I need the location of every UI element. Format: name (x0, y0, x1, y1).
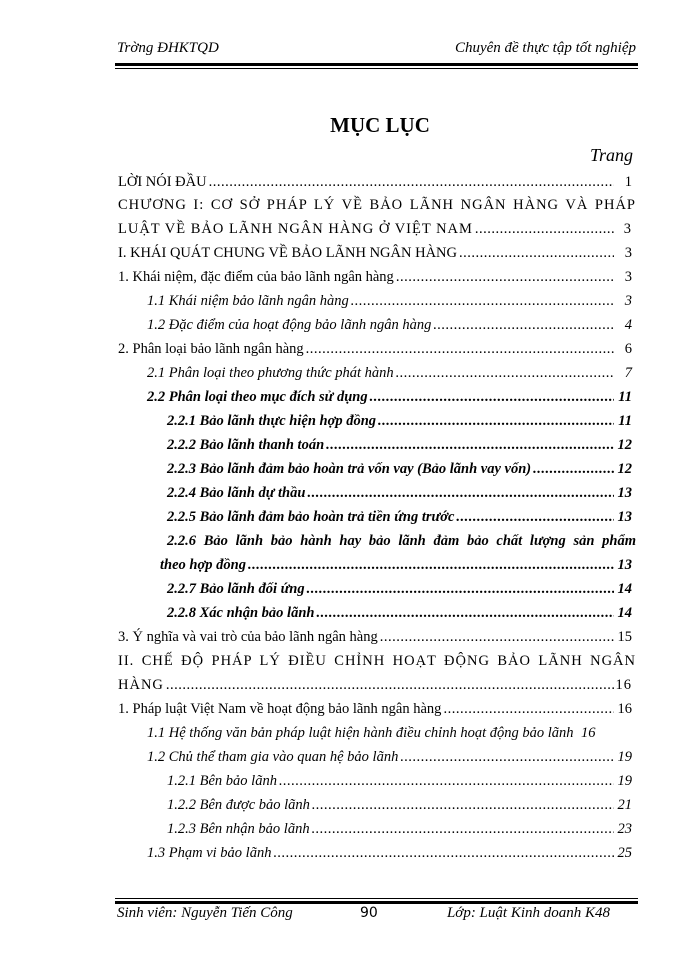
toc-entry-title: 2.2.4 Bảo lãnh dự thầu (167, 485, 306, 501)
toc-entry[interactable] (167, 581, 636, 605)
toc-entry-page: 23 (617, 821, 632, 837)
footer-class: Lớp: Luật Kinh doanh K48 (446, 905, 610, 921)
toc-entry-title: 2.2.8 Xác nhận bảo lãnh (167, 605, 315, 621)
toc-leader-dots (531, 461, 614, 478)
toc-leader-dots (349, 293, 614, 310)
toc-entry-page: 6 (624, 341, 632, 357)
toc-leader-dots (378, 629, 614, 646)
toc-leader-dots (457, 245, 614, 262)
toc-leader-dots (277, 773, 614, 790)
toc-entry-page: 19 (617, 773, 632, 789)
toc-leader-dots (431, 317, 614, 334)
toc-leader-dots (246, 557, 614, 574)
toc-entry[interactable] (167, 605, 636, 629)
toc-entry-title: 1.2 Đặc điểm của hoạt động bảo lãnh ngân hàng (147, 317, 432, 333)
toc-entry[interactable] (147, 725, 636, 749)
toc-entry-page: 16 (615, 677, 632, 693)
toc-entry-title: 1.2.2 Bên được bảo lãnh (167, 797, 310, 813)
toc-entry-title-line1: 2.2.6 Bảo lãnh bảo hành hay bảo lãnh đảm bảo chất lượng sản phẩm (167, 533, 636, 549)
toc-entry-page: 3 (624, 293, 632, 309)
toc-entry-title: 1.2 Chủ thể tham gia vào quan hệ bảo lãnh (147, 749, 399, 765)
toc-entry-page: 3 (624, 245, 632, 261)
toc-entry[interactable] (147, 749, 636, 773)
toc-entry-title: 2.2.5 Bảo lãnh đảm bảo hoàn trả tiền ứng trước (167, 509, 455, 525)
toc-entry[interactable] (167, 413, 636, 437)
toc-entry[interactable] (167, 797, 636, 821)
toc-entry[interactable] (147, 845, 636, 869)
toc-entry[interactable] (118, 701, 636, 725)
header-doc-type: Chuyên đề thực tập tốt nghiệp (454, 40, 636, 56)
toc-entry-page: 13 (617, 509, 632, 525)
toc-entry-title: 1.1 Khái niệm bảo lãnh ngân hàng (147, 293, 349, 309)
toc-entry-title: theo hợp đồng (160, 557, 246, 573)
toc-entry-page: 16 (617, 701, 632, 717)
toc-leader-dots (207, 174, 614, 191)
toc-entry-title: 2.1 Phân loại theo phương thức phát hành (147, 365, 394, 381)
toc-leader-dots (271, 845, 614, 862)
toc-entry[interactable] (118, 269, 636, 293)
toc-leader-dots (441, 701, 614, 718)
toc-entry-page: 11 (618, 389, 632, 405)
toc-entry[interactable] (118, 221, 636, 245)
toc-entry-title: 2.2.7 Bảo lãnh đối ứng (167, 581, 305, 597)
toc-leader-dots (310, 797, 614, 814)
toc-entry-title: 3. Ý nghĩa và vai trò của bảo lãnh ngân hàng (118, 629, 378, 645)
toc-leader-dots (398, 749, 614, 766)
toc-entry[interactable] (167, 509, 636, 533)
toc-entry-page: 1 (624, 174, 632, 190)
footer-student: Sinh viên: Nguyễn Tiến Công (117, 905, 293, 921)
toc-leader-dots (394, 269, 614, 286)
toc-entry[interactable] (118, 341, 636, 365)
header-rule (115, 63, 638, 66)
toc-entry[interactable] (147, 365, 636, 389)
toc-entry-page: 12 (617, 437, 632, 453)
toc-leader-dots (305, 485, 614, 502)
toc-entry-title: LỜI NÓI ĐẦU (118, 174, 207, 190)
toc-entry-page: 14 (617, 605, 632, 621)
toc-entry-title: 1.3 Phạm vi bảo lãnh (147, 845, 272, 861)
toc-entry-page: 14 (617, 581, 632, 597)
toc-entry-title: LUẬT VỀ BẢO LÃNH NGÂN HÀNG Ở VIỆT NAM (118, 221, 473, 237)
toc-entry-page: 16 (581, 725, 596, 741)
toc-entry-title: 2.2.3 Bảo lãnh đảm bảo hoàn trả vốn vay (Bảo lãnh vay vốn) (167, 461, 532, 477)
toc-entry-title: 2.2 Phân loại theo mục đích sử dụng (147, 389, 368, 405)
toc-entry-title: I. KHÁI QUÁT CHUNG VỀ BẢO LÃNH NGÂN HÀNG (118, 245, 457, 261)
toc-entry-title-line1: CHƯƠNG I: CƠ SỞ PHÁP LÝ VỀ BẢO LÃNH NGÂN HÀNG VÀ PHÁP (118, 197, 636, 213)
toc-leader-dots (454, 509, 614, 526)
page-column-label: Trang (589, 145, 633, 165)
toc-entry[interactable] (167, 485, 636, 509)
toc-leader-dots (473, 221, 614, 238)
toc-entry[interactable] (167, 821, 636, 845)
toc-leader-dots (314, 605, 614, 622)
page-title: MỤC LỤC (330, 113, 430, 137)
toc-entry[interactable] (147, 317, 636, 341)
footer-rule-thin (115, 898, 638, 899)
toc-entry[interactable] (167, 461, 636, 485)
footer-rule (115, 901, 638, 904)
toc-leader-dots (164, 677, 614, 694)
toc-entry[interactable] (118, 174, 636, 198)
toc-entry-page: 3 (624, 269, 632, 285)
toc-leader-dots (394, 365, 614, 382)
toc-entry[interactable] (167, 437, 636, 461)
toc-entry-title: HÀNG (118, 677, 164, 693)
toc-entry[interactable] (118, 245, 636, 269)
toc-entry-page: 21 (617, 797, 632, 813)
toc-entry-title: 1.1 Hệ thống văn bản pháp luật hiện hành điều chỉnh hoạt động bảo lãnh (147, 725, 574, 741)
toc-leader-dots (310, 821, 614, 838)
header-rule-thin (115, 68, 638, 69)
toc-entry[interactable] (167, 773, 636, 797)
header-school: Trờng ĐHKTQD (117, 40, 219, 56)
toc-leader-dots (368, 389, 614, 406)
toc-entry-title: 2.2.2 Bảo lãnh thanh toán (167, 437, 325, 453)
toc-leader-dots (304, 341, 614, 358)
toc-entry-title: 1.2.1 Bên bảo lãnh (167, 773, 277, 789)
toc-leader-dots (305, 581, 614, 598)
toc-entry-page: 13 (617, 485, 632, 501)
toc-entry-title-line1: II. CHẾ ĐỘ PHÁP LÝ ĐIỀU CHỈNH HOẠT ĐỘNG BẢO LÃNH NGÂN (118, 653, 636, 669)
toc-leader-dots (376, 413, 614, 430)
toc-entry[interactable] (118, 677, 636, 701)
toc-leader-dots (324, 437, 614, 454)
toc-entry-page: 3 (623, 221, 632, 237)
toc-entry[interactable] (118, 629, 636, 653)
toc-entry-title: 1. Khái niệm, đặc điểm của bảo lãnh ngân hàng (118, 269, 394, 285)
toc-entry-title: 1.2.3 Bên nhận bảo lãnh (167, 821, 310, 837)
toc-entry-title: 2.2.1 Bảo lãnh thực hiện hợp đồng (167, 413, 377, 429)
toc-entry-page: 15 (617, 629, 632, 645)
toc-entry-page: 12 (617, 461, 632, 477)
toc-entry-page: 13 (617, 557, 632, 573)
toc-entry[interactable] (147, 293, 636, 317)
toc-entry-title: 2. Phân loại bảo lãnh ngân hàng (118, 341, 304, 357)
toc-entry-page: 4 (624, 317, 632, 333)
toc-entry-page: 7 (624, 365, 632, 381)
toc-entry[interactable] (147, 389, 636, 413)
toc-entry-page: 19 (617, 749, 632, 765)
page-number: 90 (360, 905, 378, 921)
toc-entry-title: 1. Pháp luật Việt Nam về hoạt động bảo lãnh ngân hàng (118, 701, 442, 717)
toc-entry-page: 25 (617, 845, 632, 861)
toc-entry-page: 11 (618, 413, 632, 429)
toc-entry[interactable] (160, 557, 636, 581)
